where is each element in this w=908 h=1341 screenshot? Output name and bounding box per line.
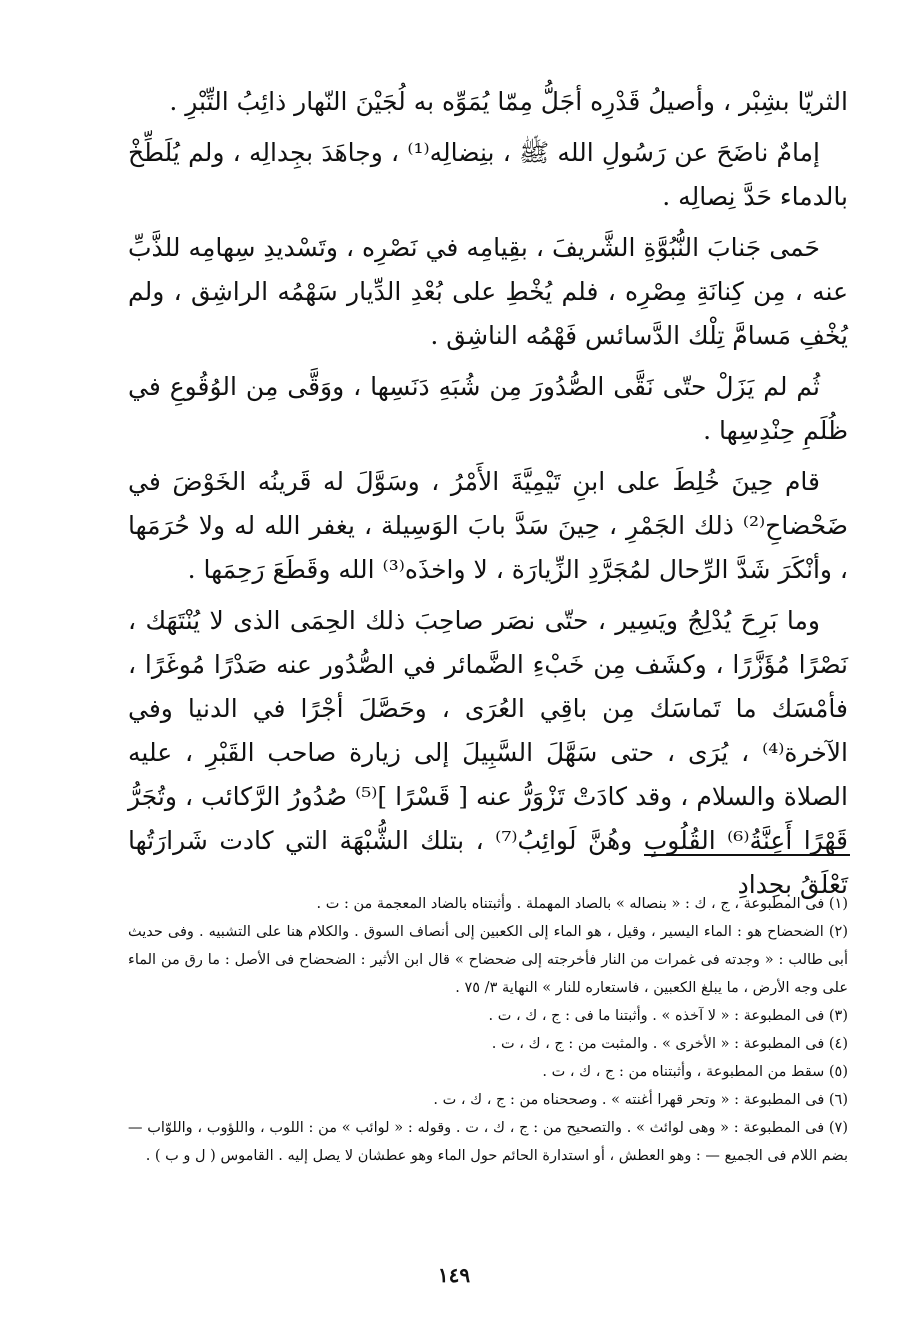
footnote: (٣) فى المطبوعة : « لا آخذه » . وأثبتنا ما فى : ج ، ك ، ت . (488, 1008, 848, 1024)
footnote: (٦) فى المطبوعة : « وتحر قهرا أغنته » . وصححناه من : ج ، ك ، ت . (433, 1092, 848, 1108)
paragraph: وما بَرِحَ يُدْلِجُ ويَسِير ، حتّى نصَر صاحِبَ ذلك الحِمَى الذى لا يُنْتَهَك ، نَصْرًا مُؤَزَّرًا ، وكشَف مِن خَبْءِ الضَّمائر في الصُّدُور عنه صَدْرًا مُوغَرًا ، فأمْسَك ما تَماسَك مِن باقِي العُرَى ، وحَصَّلَ أجْرًا في الدنيا وفي الآخرة⁽⁴⁾ ، يُرَى ، حتى سَهَّلَ السَّبِيلَ إلى زيارة صاحب القَبْرِ ، عليه الصلاة والسلام ، وقد كادَتْ تَزْوَرُّ عنه [ قَسْرًا ]⁽⁵⁾ صُدُورُ الرَّكائب ، وتُجَرُّ قَهْرًا أَعِنَّةُ⁽⁶⁾ القُلُوبِ وهُنَّ لَوائِبُ⁽⁷⁾ ، بتلك الشُّبْهَة التي كادت شَرارَتُها تَعْلَقُ بحِدادِ (128, 606, 848, 899)
footnotes (128, 890, 848, 1170)
footnote-separator (644, 854, 850, 856)
paragraph: إمامٌ ناضَحَ عن رَسُولِ الله ﷺ ، بنِضالِه⁽¹⁾ ، وجاهَدَ بجِدالِه ، ولم يُلَطِّخْ بالدماء حَدَّ نِصالِه . (128, 138, 848, 211)
paragraph: ثُم لم يَزَلْ حتّى نَقَّى الصُّدُورَ مِن شُبَهِ دَنَسِها ، ووَقَّى مِن الوُقُوعِ في ظُلَمِ حِنْدِسِها . (128, 372, 848, 445)
main-text (128, 80, 848, 914)
footnote: (٥) سقط من المطبوعة ، وأثبتناه من : ج ، ك ، ت . (542, 1064, 848, 1080)
footnote: (١) فى المطبوعة ، ج ، ك : « بنصاله » بالصاد المهملة . وأثبتناه بالضاد المعجمة من : ت . (316, 896, 848, 912)
paragraph: حَمى جَنابَ النُّبُوَّةِ الشَّريفَ ، بقِيامِه في نَصْرِه ، وتَسْديدِ سِهامِه للذَّبِّ عنه ، مِن كِنانَةِ مِصْرِه ، فلم يُخْطِ على بُعْدِ الدِّيار سَهْمُه الراشِق ، ولم يُخْفِ مَسامَّ تِلْك الدَّسائس فَهْمُه الناشِق . (128, 233, 848, 350)
footnote: (٢) الضحضاح هو : الماء اليسير ، وقيل ، هو الماء إلى الكعبين إلى أنصاف السوق . والكلام هنا على التشبيه . وفى حديث أبى طالب : « وجدته فى غمرات من النار فأخرجته إلى ضحضاح » قال ابن الأثير : الضحضاح فى الأصل : ما رق من الماء على وجه الأرض ، ما يبلغ الكعبين ، فاستعاره للنار » النهاية ٣/ ٧٥ . (128, 924, 848, 996)
footnote: (٧) فى المطبوعة : « وهى لوائث » . والتصحيح من : ج ، ك ، ت . وقوله : « لوائب » من : اللوب ، واللؤوب ، واللوّاب — بضم اللام فى الجميع — : وهو العطش ، أو استدارة الحائم حول الماء وهو عطشان لا يصل إليه . القاموس ( ل و ب ) . (128, 1120, 848, 1164)
page-number: ١٤٩ (437, 1263, 471, 1287)
footnote: (٤) فى المطبوعة : « الأخرى » . والمثبت من : ج ، ك ، ت . (491, 1036, 848, 1052)
paragraph: قام حِينَ خُلِطَ على ابنِ تَيْمِيَّةَ الأَمْرُ ، وسَوَّلَ له قَرينُه الخَوْضَ في ضَحْضاحِ⁽²⁾ ذلك الجَمْرِ ، حِينَ سَدَّ بابَ الوَسِيلة ، يغفر الله له ولا حُرَمَها ، وأنْكَرَ شَدَّ الرِّحال لمُجَرَّدِ الزِّيارَة ، لا واخذَه⁽³⁾ الله وقَطَعَ رَحِمَها . (128, 467, 848, 584)
paragraph: الثريّا بشِبْر ، وأصيلُ قَدْرِه أجَلُّ مِمّا يُمَوِّه به لُجَيْنَ النّهار ذائِبُ التِّبْرِ . (169, 87, 848, 116)
